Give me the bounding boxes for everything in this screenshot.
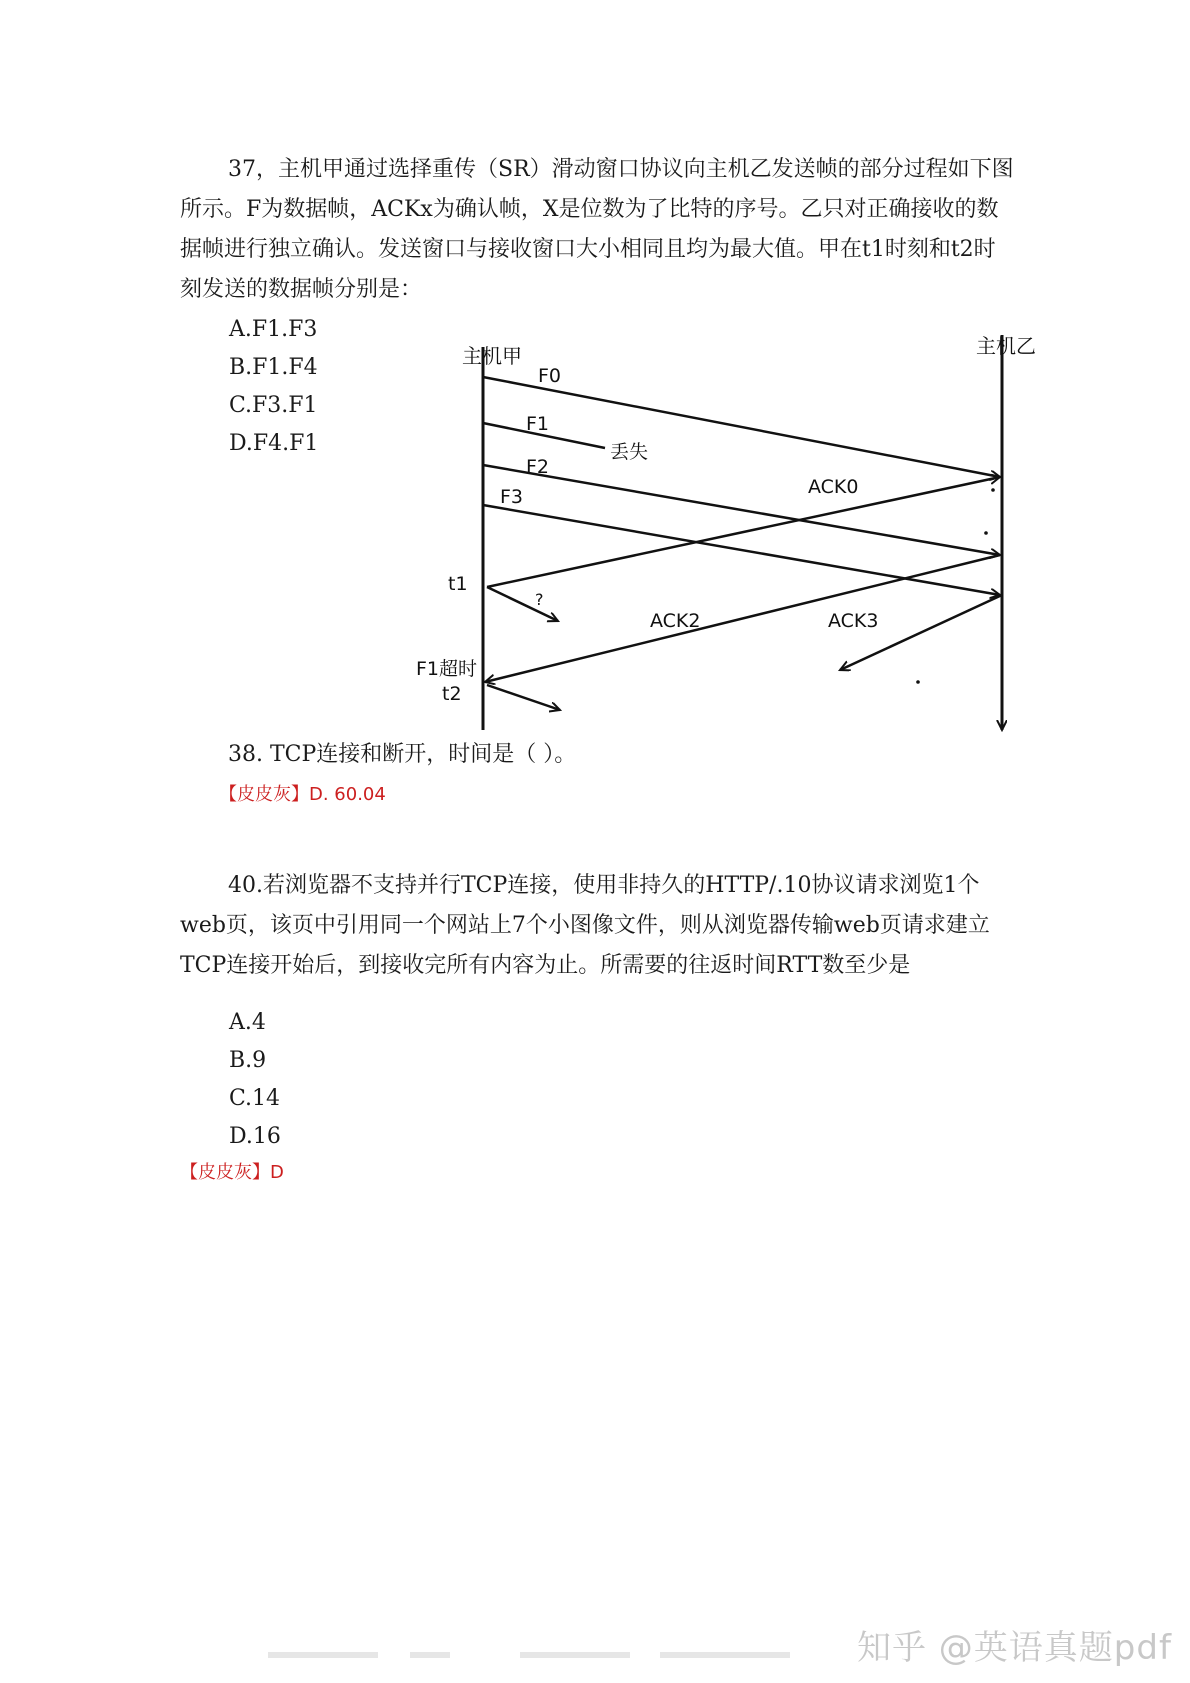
question-38-text: 38. TCP连接和断开，时间是（ ）。	[228, 742, 577, 767]
lost-label: 丢失	[610, 441, 649, 463]
frame-f2-label: F2	[526, 456, 550, 478]
q40-option-c: C.14	[229, 1086, 281, 1111]
q37-option-d: D.F4.F1	[229, 431, 319, 456]
host-b-label: 主机乙	[976, 334, 1036, 358]
footer-smudge	[660, 1652, 790, 1658]
sr-protocol-diagram	[416, 325, 1050, 725]
ack0-label: ACK0	[808, 476, 859, 498]
frame-f0-label: F0	[538, 365, 562, 387]
q40-option-b: B.9	[229, 1048, 267, 1073]
q38-answer: 【皮皮灰】D. 60.04	[219, 784, 386, 805]
footer-smudge	[410, 1652, 450, 1658]
t2-frame-arrow	[487, 685, 560, 710]
ack3-label: ACK3	[828, 610, 879, 632]
t2-label: t2	[442, 683, 462, 705]
frame-f0-arrow	[483, 377, 1000, 477]
ack3-arrow	[840, 595, 1002, 670]
t1-label: t1	[448, 573, 468, 595]
watermark: 知乎 @英语真题pdf	[857, 1628, 1172, 1668]
host-a-label: 主机甲	[462, 344, 522, 368]
q40-option-d: D.16	[229, 1124, 281, 1149]
ellipsis-dot	[984, 531, 988, 535]
q37-option-a: A.F1.F3	[229, 317, 318, 342]
question-40-text: 40.若浏览器不支持并行TCP连接，使用非持久的HTTP/.10协议请求浏览1个web页，该页中引用同一个网站上7个小图像文件，则从浏览器传输web页请求建立TCP连接开始后，到接收完所有内容为止。所需要的往返时间RTT数至少是	[180, 873, 990, 978]
ack0-arrow	[487, 477, 1000, 587]
frame-f3-arrow	[483, 505, 1000, 595]
q37-option-c: C.F3.F1	[229, 393, 318, 418]
q40-option-a: A.4	[229, 1010, 266, 1035]
frame-f1-label: F1	[526, 413, 550, 435]
f1-timeout-label: F1超时	[416, 658, 478, 680]
q37-option-b: B.F1.F4	[229, 355, 318, 380]
frame-f3-label: F3	[500, 486, 524, 508]
footer-smudge	[520, 1652, 630, 1658]
footer-smudge	[268, 1652, 378, 1658]
ack2-arrow	[485, 555, 1000, 682]
ack2-label: ACK2	[650, 610, 701, 632]
question-37-text: 37，主机甲通过选择重传（SR）滑动窗口协议向主机乙发送帧的部分过程如下图所示。F为数据帧，ACKx为确认帧，X是位数为了比特的序号。乙只对正确接收的数据帧进行独立确认。发送窗口与接收窗口大小相同且均为最大值。甲在t1时刻和t2时刻发送的数据帧分别是：	[180, 157, 1014, 302]
ellipsis-dot	[991, 488, 995, 492]
q40-answer: 【皮皮灰】D	[180, 1162, 284, 1183]
frame-f2-arrow	[483, 465, 1000, 555]
ellipsis-dot	[916, 680, 920, 684]
t1-frame-arrow	[487, 587, 558, 621]
question-mark-label: ?	[535, 590, 544, 609]
